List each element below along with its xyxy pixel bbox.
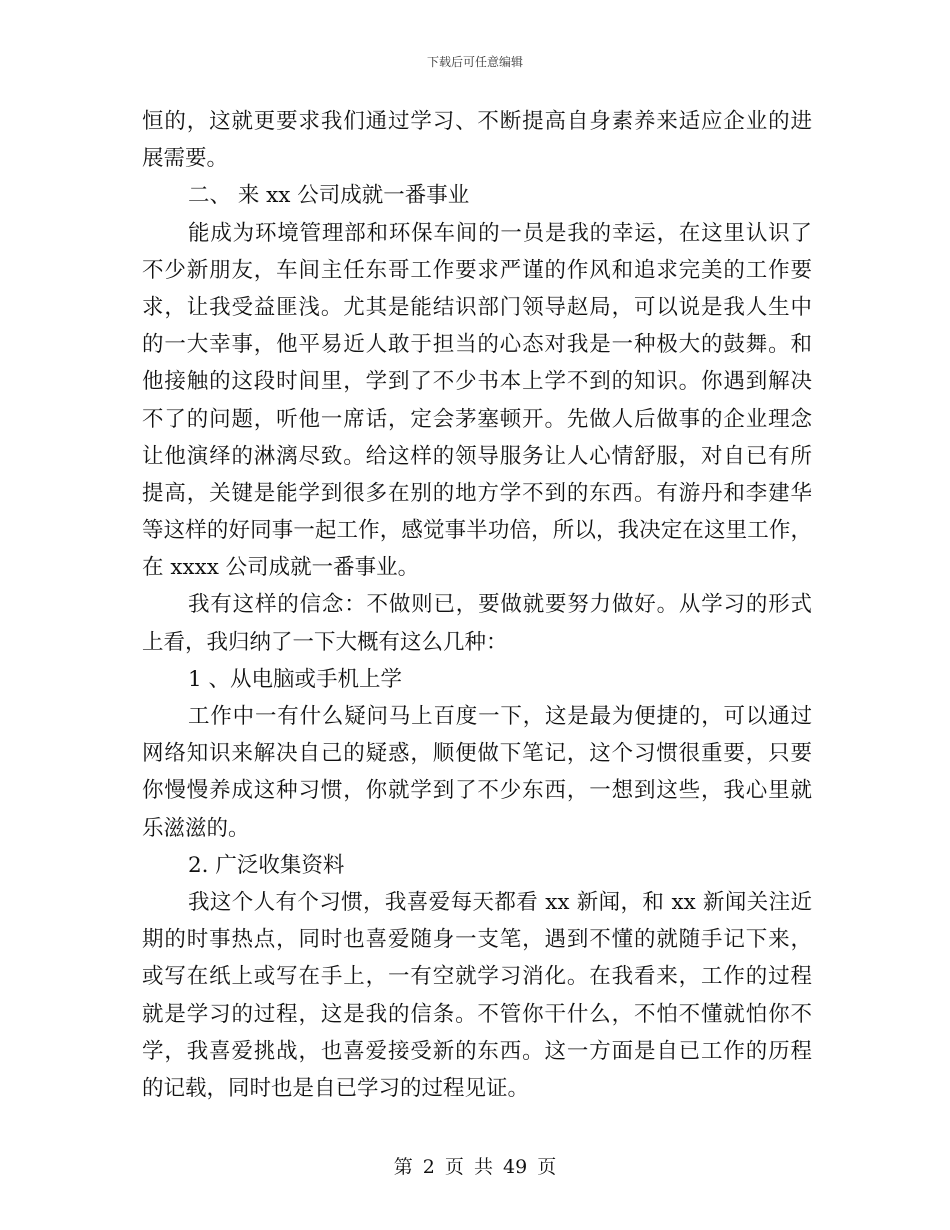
text-line: 二、 来 xx 公司成就一番事业 bbox=[188, 183, 470, 209]
document-body bbox=[142, 103, 812, 1107]
text-line: 2. 广泛收集资料 bbox=[188, 852, 345, 878]
text-line: 能成为环境管理部和环保车间的一员是我的幸运，在这里认识了 bbox=[188, 220, 812, 246]
text-line: 我有这样的信念：不做则已，要做就要努力做好。从学习的形式 bbox=[188, 592, 812, 618]
text-line: 等这样的好同事一起工作，感觉事半功倍，所以，我决定在这里工作， bbox=[142, 518, 812, 544]
text-line: 网络知识来解决自己的疑惑，顺便做下笔记，这个习惯很重要，只要 bbox=[142, 741, 812, 767]
text-line: 恒的，这就更要求我们通过学习、不断提高自身素养来适应企业的进 bbox=[142, 109, 812, 134]
text-line: 或写在纸上或写在手上，一有空就学习消化。在我看来，工作的过程 bbox=[142, 964, 812, 990]
text-line: 的记载，同时也是自已学习的过程见证。 bbox=[142, 1075, 530, 1101]
text-line: 不少新朋友，车间主任东哥工作要求严谨的作风和追求完美的工作要 bbox=[142, 257, 812, 283]
text-line: 乐滋滋的。 bbox=[142, 815, 250, 841]
page-header: 下载后可任意编辑 bbox=[426, 55, 523, 69]
text-line: 展需要。 bbox=[142, 146, 229, 172]
text-line: 期的时事热点，同时也喜爱随身一支笔，遇到不懂的就随手记下来， bbox=[142, 927, 812, 953]
text-line: 我这个人有个习惯，我喜爱每天都看 xx 新闻，和 xx 新闻关注近 bbox=[188, 889, 812, 915]
text-line: 就是学习的过程，这是我的信条。不管你干什么，不怕不懂就怕你不 bbox=[142, 1001, 812, 1027]
text-line: 的一大幸事，他平易近人敢于担当的心态对我是一种极大的鼓舞。和 bbox=[142, 332, 812, 358]
text-line: 学，我喜爱挑战，也喜爱接受新的东西。这一方面是自已工作的历程 bbox=[142, 1038, 812, 1064]
text-line: 你慢慢养成这种习惯，你就学到了不少东西，一想到这些，我心里就 bbox=[142, 778, 812, 804]
text-line: 让他演绎的淋漓尽致。给这样的领导服务让人心情舒服，对自已有所 bbox=[142, 443, 812, 469]
page-footer: 第 2 页 共 49 页 bbox=[393, 1156, 557, 1178]
text-line: 不了的问题，听他一席话，定会茅塞顿开。先做人后做事的企业理念 bbox=[142, 406, 812, 432]
text-line: 提高，关键是能学到很多在别的地方学不到的东西。有游丹和李建华 bbox=[142, 480, 812, 506]
text-line: 在 xxxx 公司成就一番事业。 bbox=[142, 555, 420, 581]
text-line: 工作中一有什么疑问马上百度一下，这是最为便捷的，可以通过 bbox=[188, 704, 812, 729]
text-line: 1 、从电脑或手机上学 bbox=[188, 666, 403, 692]
text-line: 他接触的这段时间里，学到了不少书本上学不到的知识。你遇到解决 bbox=[142, 369, 812, 395]
text-line: 求，让我受益匪浅。尤其是能结识部门领导赵局，可以说是我人生中 bbox=[142, 294, 812, 320]
text-line: 上看，我归纳了一下大概有这么几种： bbox=[142, 629, 508, 655]
